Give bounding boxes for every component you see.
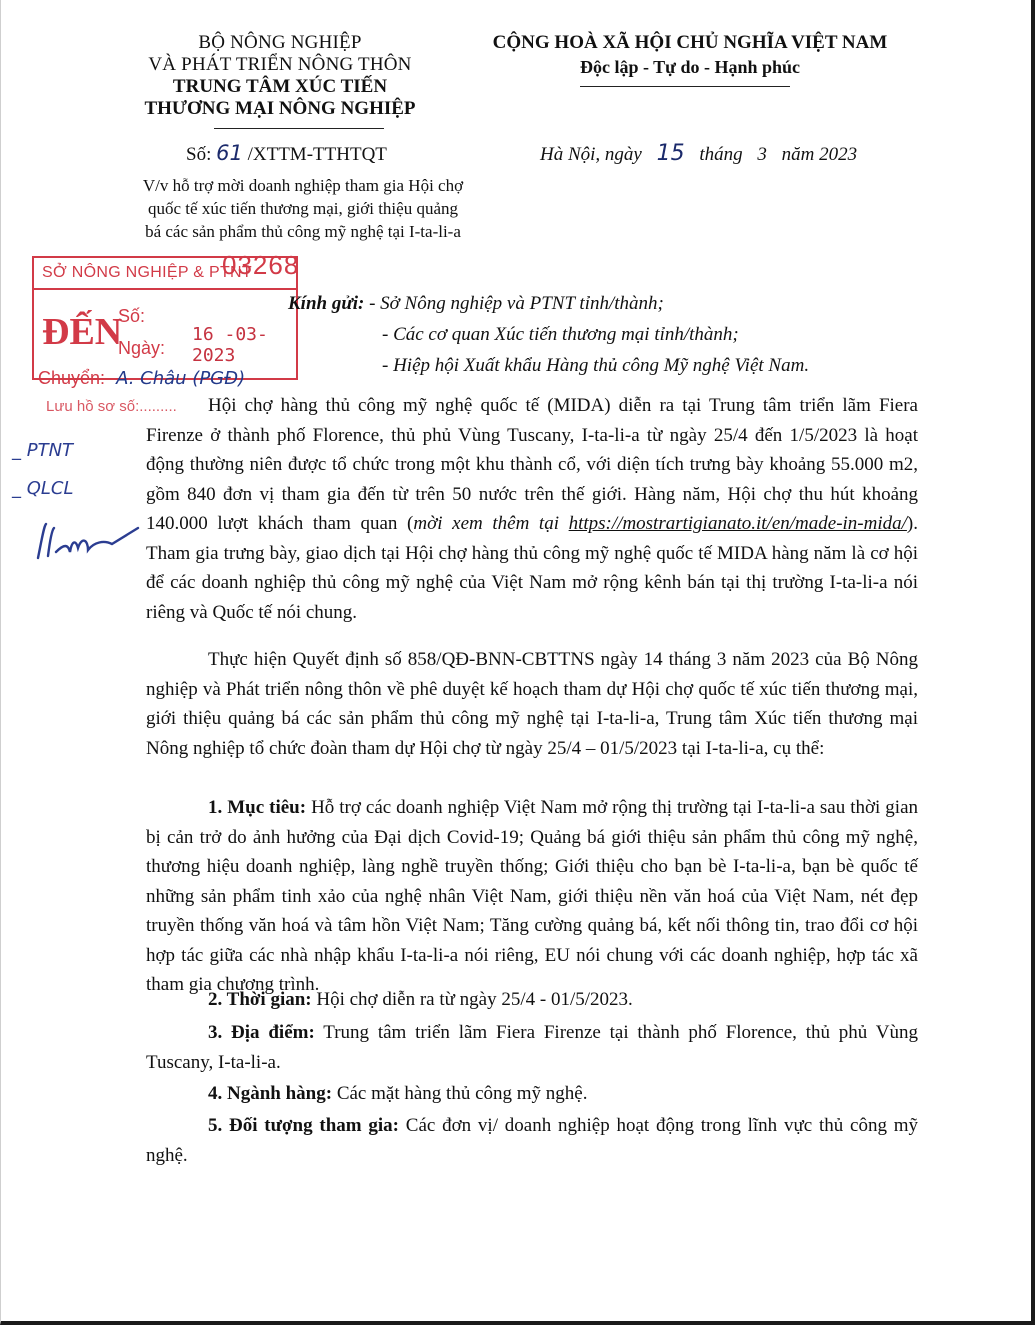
paragraph-1 — [146, 391, 918, 627]
national-header — [470, 30, 910, 78]
item-5 — [146, 1111, 918, 1170]
stamp-luu: Lưu hồ sơ số:......... — [46, 398, 177, 415]
center-line-2: THƯƠNG MẠI NÔNG NGHIỆP — [144, 98, 416, 119]
margin-note-1: _ PTNT — [12, 440, 74, 461]
para1-text-a: Hội chợ hàng thủ công mỹ nghệ quốc tế (MIDA) diễn ra tại Trung tâm triển lãm Fiera Firenze ở thành phố Florence, thủ phủ Vùng Tuscany, I-ta-li-a từ ngày 25/4 đến 1/5/2023 là hoạt động thường niên được tổ chức trong một khu thành cổ, với diện tích trưng bày khoảng 55.000 m2, gồm 840 đơn vị tham gia đến từ trên 50 nước trên thế giới. Hàng năm, Hội chợ thu hút khoảng 140.000 lượt khách tham quan ( — [146, 395, 918, 534]
item-2 — [146, 985, 918, 1015]
stamp-so-label: Số: — [118, 306, 146, 326]
para1-italic: mời xem thêm tại — [413, 513, 559, 534]
document-number-suffix: /XTTM-TTHTQT — [247, 144, 387, 165]
para2-text: Thực hiện Quyết định số 858/QĐ-BNN-CBTTNS ngày 14 tháng 3 năm 2023 của Bộ Nông nghiệp và Phát triển nông thôn về phê duyệt kế hoạch tham dự Hội chợ quốc tế xúc tiến thương mại, giới thiệu quảng bá các sản phẩm thủ công mỹ nghệ tại I-ta-li-a, Trung tâm Xúc tiến thương mại Nông nghiệp tổ chức đoàn tham dự Hội chợ từ ngày 25/4 – 01/5/2023 tại I-ta-li-a, cụ thể: — [146, 649, 918, 759]
date-place: Hà Nội, ngày — [540, 144, 642, 165]
recipient-2: Các cơ quan Xúc tiến thương mại tỉnh/thành; — [393, 324, 739, 345]
center-line-1: TRUNG TÂM XÚC TIẾN — [172, 76, 388, 97]
national-motto: Độc lập - Tự do - Hạnh phúc — [579, 57, 801, 77]
date-day: 15 — [656, 141, 685, 166]
handwritten-signature-mark — [34, 518, 144, 564]
stamp-den: ĐẾN — [42, 311, 123, 353]
header-right-divider — [580, 86, 790, 87]
item-4-label: 4. Ngành hàng: — [208, 1083, 333, 1104]
item-3-text: Trung tâm triển lãm Fiera Firenze tại thành phố Florence, thủ phủ Vùng Tuscany, I-ta-li-a. — [146, 1022, 918, 1073]
stamp-luu-label: Lưu hồ sơ số: — [46, 398, 140, 415]
stamp-divider — [34, 288, 296, 290]
stamp-chuyen — [38, 368, 245, 389]
stamp-number: 03268 — [222, 250, 300, 280]
stamp-chuyen-label: Chuyển: — [38, 368, 106, 388]
item-5-label: 5. Đối tượng tham gia: — [208, 1115, 400, 1136]
recipients-block: Kính gửi: - Sở Nông nghiệp và PTNT tỉnh/thành; - Các cơ quan Xúc tiến thương mại tỉnh/thành; - Hiệp hội Xuất khẩu Hàng thủ công Mỹ nghệ Việt Nam. — [288, 293, 810, 376]
document-number — [186, 141, 387, 166]
item-4-text: Các mặt hàng thủ công mỹ nghệ. — [336, 1083, 588, 1104]
document-number-prefix: Số: — [186, 144, 212, 165]
stamp-ngay-label: Ngày: — [118, 338, 166, 358]
national-title: CỘNG HOÀ XÃ HỘI CHỦ NGHĨA VIỆT NAM — [492, 32, 888, 53]
recipient-3: Hiệp hội Xuất khẩu Hàng thủ công Mỹ nghệ Việt Nam. — [393, 355, 810, 376]
document-subject: V/v hỗ trợ mời doanh nghiệp tham gia Hội chợ quốc tế xúc tiến thương mại, giới thiệu quảng bá các sản phẩm thủ công mỹ nghệ tại I-ta-li-a — [142, 176, 464, 241]
item-2-text: Hội chợ diễn ra từ ngày 25/4 - 01/5/2023. — [316, 989, 633, 1010]
stamp-chuyen-value: A. Châu (PGĐ) — [116, 368, 246, 389]
item-4 — [146, 1079, 918, 1109]
stamp-ngay-value: 16 -03- 2023 — [192, 324, 268, 366]
date-month: 3 — [757, 144, 767, 165]
header-left-divider — [214, 128, 384, 129]
date-year: năm 2023 — [781, 144, 858, 165]
recipients-label: Kính gửi: — [288, 293, 365, 314]
margin-note-2: _ QLCL — [12, 478, 74, 499]
item-1 — [146, 793, 918, 1000]
stamp-org: SỞ NÔNG NGHIỆP & PTNT — [42, 264, 252, 281]
item-3-label: 3. Địa điểm: — [208, 1022, 315, 1043]
issuer-header — [130, 32, 430, 120]
document-number-handwritten: 61 — [216, 141, 243, 165]
mida-link[interactable]: https://mostrartigianato.it/en/made-in-mida/ — [568, 513, 907, 534]
item-3 — [146, 1018, 918, 1077]
ministry-line-1: BỘ NÔNG NGHIỆP — [198, 32, 362, 53]
item-1-text: Hỗ trợ các doanh nghiệp Việt Nam mở rộng thị trường tại I-ta-li-a sau thời gian bị cản trở do ảnh hưởng của Đại dịch Covid-19; Quảng bá giới thiệu sản phẩm thủ công mỹ nghệ, thương hiệu doanh nghiệp, làng nghề truyền thống; Giới thiệu cho bạn bè I-ta-li-a, bạn bè quốc tế những sản phẩm tinh xảo của nghệ nhân Việt Nam, giới thiệu nền văn hoá của Việt Nam, nét đẹp truyền thống văn hoá và tâm hồn Việt Nam; Tăng cường quảng bá, kết nối thông tin, trao đổi cơ hội hợp tác giữa các nhà nhập khẩu I-ta-li-a nói riêng, EU nói chung với các doanh nghiệp, hợp tác xã tham gia chương trình. — [146, 797, 918, 995]
recipient-1: Sở Nông nghiệp và PTNT tỉnh/thành; — [380, 293, 664, 314]
ministry-line-2: VÀ PHÁT TRIỂN NÔNG THÔN — [148, 54, 412, 75]
item-1-label: 1. Mục tiêu: — [208, 797, 307, 818]
para1-text-b: ). Tham gia trưng bày, giao dịch tại Hội chợ hàng thủ công mỹ nghệ quốc tế MIDA hàng năm là cơ hội để các doanh nghiệp thủ công mỹ nghệ của Việt Nam mở rộng kênh bán tại thị trường I-ta-li-a nói riêng và Quốc tế nói chung. — [146, 513, 918, 623]
item-2-label: 2. Thời gian: — [208, 989, 312, 1010]
paragraph-2 — [146, 645, 918, 763]
item-5-text: Các đơn vị/ doanh nghiệp hoạt động trong lĩnh vực thủ công mỹ nghệ. — [146, 1115, 919, 1166]
document-date — [540, 141, 857, 166]
date-month-label: tháng — [699, 144, 743, 165]
